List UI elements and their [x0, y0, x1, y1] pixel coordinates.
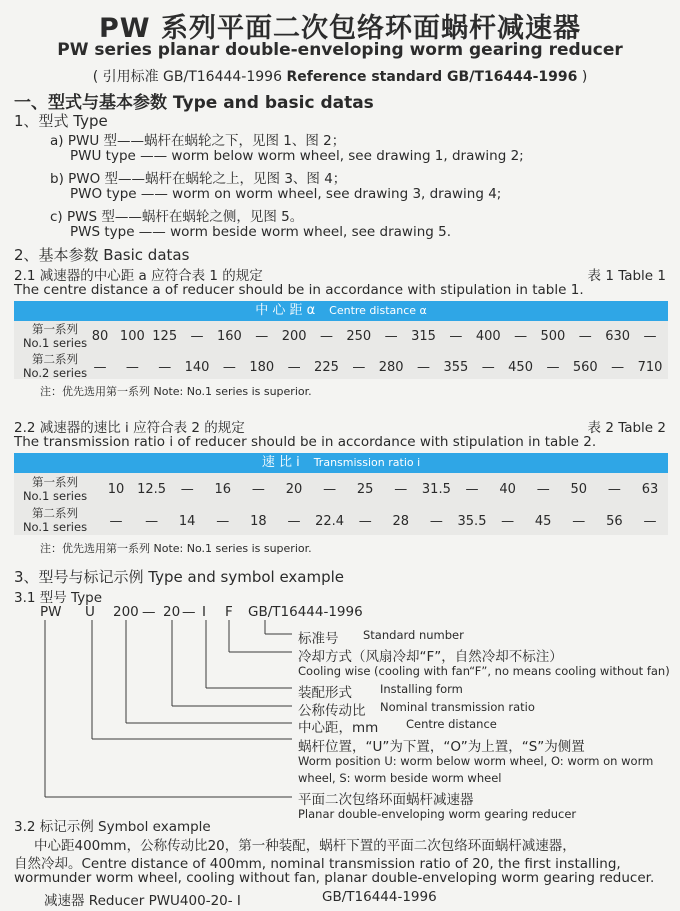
table-cell: 630: [605, 329, 631, 344]
legend-ratio-cn: 公称传动比: [298, 703, 366, 719]
type-heading: 1、型式 Type: [14, 112, 108, 130]
table1-band-en: Centre distance α: [329, 304, 427, 317]
table2-row2-label-cn: 第二系列: [32, 506, 78, 520]
legend-centre-cn: 中心距，mm: [298, 720, 379, 736]
table-cell: 500: [540, 329, 566, 344]
type-a-cn: a) PWU 型——蜗杆在蜗轮之下，见图 1、图 2；: [50, 133, 346, 149]
table-cell: —: [125, 360, 139, 375]
table-cell: —: [643, 514, 657, 529]
page-subtitle: PW series planar double-enveloping worm gearing reducer: [57, 40, 623, 60]
table-cell: 10: [107, 482, 125, 497]
table-cell: —: [611, 360, 625, 375]
table-cell: 25: [356, 482, 374, 497]
table-cell: 40: [499, 482, 516, 497]
table2-intro-cn: 2.2 减速器的速比 i 应符合表 2 的规定: [14, 420, 245, 436]
table-cell: —: [536, 482, 550, 497]
table-cell: —: [93, 360, 107, 375]
code-pw: PW: [40, 604, 62, 620]
table-cell: —: [514, 329, 528, 344]
basic-datas-heading: 2、基本参数 Basic datas: [14, 246, 190, 264]
table-cell: 710: [637, 360, 663, 375]
legend-name-en: Planar double-enveloping worm gearing reducer: [298, 807, 577, 821]
table-cell: —: [449, 329, 463, 344]
table-cell: 45: [534, 514, 552, 529]
table1-row2-label-cn: 第二系列: [32, 352, 78, 366]
type-c-en: PWS type —— worm beside worm wheel, see drawing 5.: [70, 224, 451, 240]
table-cell: —: [501, 514, 515, 529]
table2-row2-label-en: No.1 series: [22, 520, 88, 534]
table-cell: —: [578, 329, 592, 344]
code-i: I: [202, 604, 206, 620]
table2-intro-en: The transmission ratio i of reducer should be in accordance with stipulation in table 2.: [14, 434, 597, 450]
table-cell: 35.5: [457, 514, 487, 529]
table1-band-cn: 中 心 距 α: [255, 303, 316, 318]
table2-row1-label-en: No.1 series: [22, 489, 88, 503]
table-cell: 31.5: [421, 482, 451, 497]
type-c-cn: c) PWS 型——蜗杆在蜗轮之侧，见图 5。: [50, 209, 304, 225]
table-cell: 450: [508, 360, 533, 375]
code-200: 200: [113, 604, 139, 620]
example-final-standard: GB/T16444-1996: [322, 889, 437, 905]
table-cell: —: [417, 360, 431, 375]
table-cell: —: [572, 514, 586, 529]
type-b-cn: b) PWO 型——蜗杆在蜗轮之上，见图 3、图 4；: [50, 171, 347, 187]
table-cell: 200: [281, 329, 307, 344]
table-cell: —: [255, 329, 269, 344]
example-line2: 自然冷却。Centre distance of 400mm, nominal transmission ratio of 20, the first installing,: [14, 856, 621, 872]
code-u: U: [85, 604, 95, 620]
table-cell: —: [109, 514, 123, 529]
code-dash2: —: [182, 604, 196, 620]
table-cell: 355: [443, 360, 469, 375]
table-cell: —: [358, 514, 372, 529]
table-cell: 56: [606, 514, 623, 529]
table1-row1-label-en: No.1 series: [22, 336, 88, 350]
table-cell: 28: [392, 514, 410, 529]
table-cell: —: [190, 329, 204, 344]
section3-heading: 3、型号与标记示例 Type and symbol example: [14, 568, 345, 586]
table-cell: —: [287, 514, 301, 529]
table-cell: 125: [152, 329, 178, 344]
legend-standard-en: Standard number: [363, 628, 464, 642]
table-cell: 16: [214, 482, 232, 497]
table-cell: 18: [250, 514, 267, 529]
legend-cooling-cn: 冷却方式（风扇冷却“F”，自然冷却不标注）: [298, 649, 563, 665]
table1-intro-cn: 2.1 减速器的中心距 a 应符合表 1 的规定: [14, 268, 263, 284]
type-code-heading: 3.1 型号 Type: [14, 590, 103, 606]
table-cell: —: [481, 360, 495, 375]
table2-band-cn: 速 比 i: [261, 455, 300, 470]
table-cell: 400: [475, 329, 501, 344]
type-a-en: PWU type —— worm below worm wheel, see drawing 1, drawing 2;: [70, 148, 524, 164]
table-cell: 14: [178, 514, 196, 529]
table-cell: 140: [184, 360, 210, 375]
table-cell: —: [145, 514, 159, 529]
table-cell: 160: [216, 329, 242, 344]
symbol-example-heading: 3.2 标记示例 Symbol example: [14, 819, 211, 835]
table-cell: —: [319, 329, 333, 344]
example-line1: 中心距400mm，公称传动比20，第一种装配，蜗杆下置的平面二次包络环面蜗杆减速器，: [34, 838, 576, 854]
table-cell: —: [384, 329, 398, 344]
legend-position-cn: 蜗杆位置，“U”为下置，“O”为上置，“S”为侧置: [298, 739, 585, 755]
table-cell: 100: [119, 329, 145, 344]
code-std: GB/T16444-1996: [248, 604, 363, 620]
table-cell: 20: [285, 482, 303, 497]
table-cell: 12.5: [137, 482, 167, 497]
table1-row2-label-en: No.2 series: [22, 366, 88, 380]
code-20: 20: [163, 604, 181, 620]
table-cell: —: [352, 360, 366, 375]
table-cell: —: [222, 360, 236, 375]
table-cell: —: [607, 482, 621, 497]
reference-close: ): [577, 69, 588, 85]
table1-label: 表 1 Table 1: [587, 268, 666, 284]
table1-row1-label-cn: 第一系列: [32, 322, 78, 336]
legend-position-en2: wheel, S: worm beside worm wheel: [298, 771, 502, 785]
legend-centre-en: Centre distance: [406, 717, 497, 731]
legend-cooling-en: Cooling wise (cooling with fan“F”, no means cooling without fan): [298, 664, 670, 678]
table-cell: —: [287, 360, 301, 375]
table-cell: 50: [570, 482, 588, 497]
table2-note: 注：优先选用第一系列 Note: No.1 series is superior.: [40, 542, 312, 555]
table1-intro-en: The centre distance a of reducer should be in accordance with stipulation in table 1.: [14, 282, 584, 298]
table-cell: 315: [411, 329, 436, 344]
legend-name-cn: 平面二次包络环面蜗杆减速器: [298, 792, 474, 808]
section1-heading: 一、型式与基本参数 Type and basic datas: [14, 93, 374, 113]
legend-position-en1: Worm position U: worm below worm wheel, O: worm on worm: [298, 754, 654, 768]
reference-en: Reference standard GB/T16444-1996: [286, 69, 578, 85]
code-f: F: [225, 604, 233, 620]
table-cell: —: [429, 514, 443, 529]
table-cell: 63: [641, 482, 659, 497]
table-cell: —: [158, 360, 172, 375]
table2-row1-label-cn: 第一系列: [32, 475, 78, 489]
legend-install-en: Installing form: [380, 682, 463, 696]
table-cell: 225: [314, 360, 339, 375]
table1-note: 注：优先选用第一系列 Note: No.1 series is superior.: [40, 385, 312, 398]
legend-standard-cn: 标准号: [298, 631, 339, 647]
table-cell: 280: [378, 360, 404, 375]
table2-label: 表 2 Table 2: [587, 420, 666, 436]
legend-ratio-en: Nominal transmission ratio: [380, 700, 535, 714]
legend-install-cn: 装配形式: [298, 685, 352, 701]
table-cell: —: [546, 360, 560, 375]
reference-cn: ( 引用标准 GB/T16444-1996: [92, 69, 287, 85]
table-cell: —: [323, 482, 337, 497]
table-cell: —: [643, 329, 657, 344]
table-cell: —: [180, 482, 194, 497]
table-cell: 80: [91, 329, 109, 344]
code-dash1: —: [142, 604, 156, 620]
table-cell: 250: [346, 329, 372, 344]
table-cell: —: [251, 482, 265, 497]
table-cell: —: [394, 482, 408, 497]
table2-band-en: Transmission ratio i: [313, 456, 421, 469]
table-cell: —: [465, 482, 479, 497]
table-cell: 560: [572, 360, 598, 375]
type-b-en: PWO type —— worm on worm wheel, see drawing 3, drawing 4;: [70, 186, 502, 202]
page-title: PW 系列平面二次包络环面蜗杆减速器: [99, 13, 581, 44]
example-line3: wormunder worm wheel, cooling without fan, planar double-enveloping worm gearing reducer.: [14, 870, 655, 886]
table-cell: 180: [249, 360, 275, 375]
table-cell: 22.4: [315, 514, 345, 529]
example-final-designation: 减速器 Reducer PWU400-20- Ⅰ: [44, 893, 241, 909]
table-cell: —: [216, 514, 230, 529]
